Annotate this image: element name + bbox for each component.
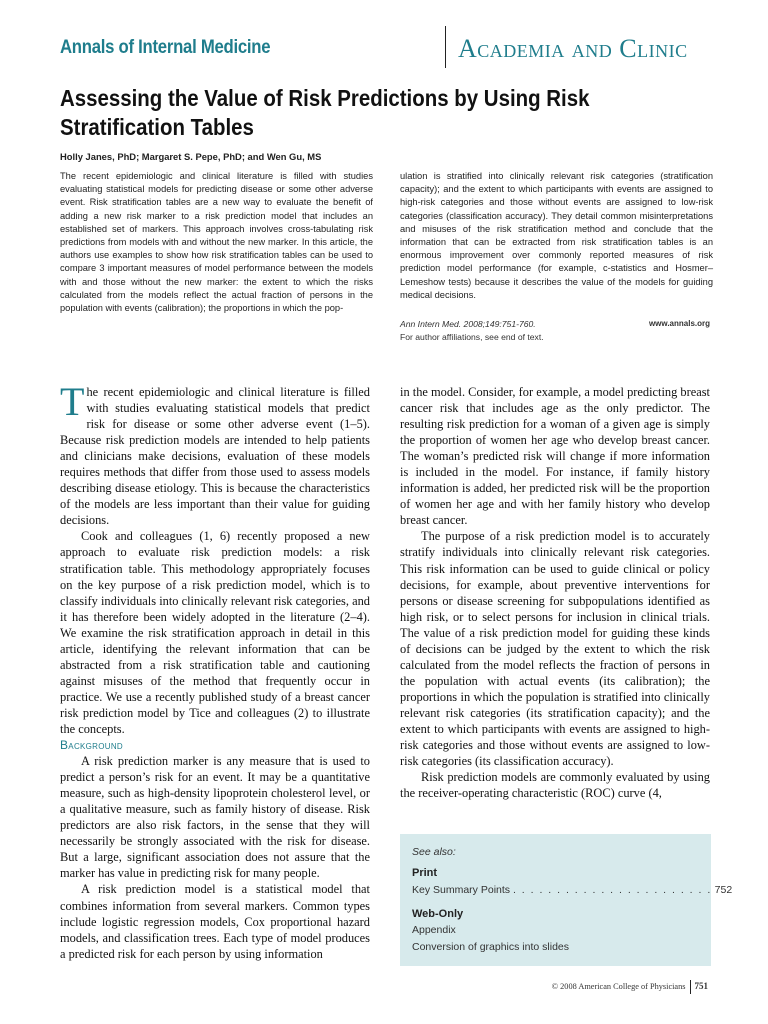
print-label: Print	[412, 867, 438, 879]
body-paragraph-4: A risk prediction model is a statistical model that combines information from several markers. Common types include logistic regression models, Cox proportional hazard models, and classification trees. Each type of model produces a predicted risk for each person by using information	[60, 882, 370, 961]
see-also-item-appendix[interactable]: Appendix	[412, 924, 456, 936]
copyright: © 2008 American College of Physicians	[551, 981, 686, 991]
section-heading-background: Background	[60, 738, 124, 753]
page-number: 751	[694, 980, 708, 991]
body-paragraph-2: Cook and colleagues (1, 6) recently proposed a new approach to evaluate risk prediction models: a risk stratification table. This methodology appropriately focuses on the key purpose of a risk prediction model, which is to classify individuals into clinically relevant risk categories, and it has therefore been widely adopted in the literature (2–4). We examine the risk stratification approach in detail in this article, identifying the relevant information that can be abstracted from a risk stratification table and cautioning against misuses of the method that frequently occur in practice. We use a recently published study of a breast cancer risk prediction model by Tice and colleagues (2) to illustrate the concepts.	[60, 529, 370, 736]
see-also-item-key-summary[interactable]	[412, 884, 732, 896]
page-footer	[552, 980, 708, 994]
link-page: 752	[714, 884, 733, 896]
web-only-label: Web-Only	[412, 908, 464, 920]
paragraph-text: he recent epidemiologic and clinical literature is filled with studies evaluating statistical models that predict risk for disease or some other adverse event (1–5). Because risk prediction models are intended to help patients and clinicians make decisions, evaluation of these models requires methods that differ from those used to assess models describing disease etiology. This is because the characteristics of the models are less important than their value for guiding decisions.	[60, 385, 370, 528]
leader-dots: . . . . . . . . . . . . . . . . . . . . . . .	[512, 884, 712, 896]
body-column-right	[400, 384, 710, 801]
body-paragraph-1	[60, 379, 370, 528]
article-title: Assessing the Value of Risk Predictions by Using Risk Stratification Tables	[60, 85, 590, 140]
article-authors: Holly Janes, PhD; Margaret S. Pepe, PhD; and Wen Gu, MS	[60, 151, 322, 162]
header-divider	[445, 26, 446, 68]
section-name: Academia and Clinic	[458, 34, 688, 63]
journal-name: Annals of Internal Medicine	[60, 37, 271, 58]
body-paragraph-3: A risk prediction marker is any measure that is used to predict a person’s risk for an event. It may be a quantitative measure, such as high-density lipoprotein cholesterol level, or a qualitative measure, such as family history of disease. Risk predictors are also risk factors, in the sense that they will necessarily be strongly associated with the risk for disease. But a large, significant association does not assure that the marker has value in predicting risk for many people.	[60, 754, 370, 881]
citation-line	[400, 319, 710, 329]
abstract-left: The recent epidemiologic and clinical literature is filled with studies evaluating statistical models for predicting disease or some other adverse event. Risk stratification tables are a new way to evaluate the benefit of adding a new risk marker to a risk prediction model that includes an established set of markers. This approach involves cross-tabulating risk predictions from models with and without the new marker. In this article, the authors use examples to show how risk stratification tables can be used to compare 3 important measures of model performance between the models with and those without the new marker: the extent to which the risks calculated from the models reflect the actual fraction of persons in the population with events (calibration); the proportions in which the pop-	[60, 171, 373, 314]
body-paragraph-5: in the model. Consider, for example, a model predicting breast cancer risk that includes age as the only predictor. The resulting risk prediction for a woman of a given age is simply the proportion of women her age who develop breast cancer. The woman’s predicted risk will change if more information is included in the model. For instance, if family history information is added, her predicted risk will be the proportion of women her age and with her family history who develop breast cancer.	[400, 385, 710, 528]
see-also-item-slides[interactable]: Conversion of graphics into slides	[412, 941, 569, 953]
dropcap: T	[60, 379, 85, 424]
body-paragraph-6: The purpose of a risk prediction model is to accurately stratify individuals into clinically relevant risk categories. This risk information can be used to guide clinical or policy decisions, for example, about preventive interventions for persons or disease screening for subpopulations identified as high risk, or to select persons for inclusion in clinical trials. The value of a risk prediction model for guiding these kinds of decisions can be judged by the extent to which the risk calculated from the model reflects the fraction of persons in the population with actual events (its calibration); the proportions in which the population is stratified into clinically relevant risk categories (its stratification capacity); and the extent to which participants with events are assigned to high-risk categories and those without events are assigned to low-risk categories (its classification accuracy).	[400, 529, 710, 769]
see-also-heading: See also:	[412, 846, 456, 858]
see-also-box	[400, 834, 733, 966]
footer-divider	[690, 980, 691, 994]
abstract-right: ulation is stratified into clinically relevant risk categories (stratification capacity); and the extent to which participants with events are assigned to high-risk categories and those without events are assigned to low-risk categories (classification accuracy). They detail common misinterpretations and misuses of the risk stratification method and conclude that the information that can be extracted from risk stratification tables is an enormous improvement over commonly reported measures of risk prediction model performance (for example, c-statistics and Hosmer–Lemeshow tests) because it describes the value of the models for guiding medical decisions.	[400, 171, 713, 300]
affiliation-note: For author affiliations, see end of text.	[400, 332, 544, 342]
citation: Ann Intern Med. 2008;149:751-760.	[400, 319, 536, 329]
website-link[interactable]: www.annals.org	[648, 319, 710, 328]
body-paragraph-7: Risk prediction models are commonly evaluated by using the receiver-operating characteristic (ROC) curve (4,	[400, 770, 710, 801]
body-column-left	[60, 379, 370, 962]
link-label: Key Summary Points	[412, 884, 511, 896]
